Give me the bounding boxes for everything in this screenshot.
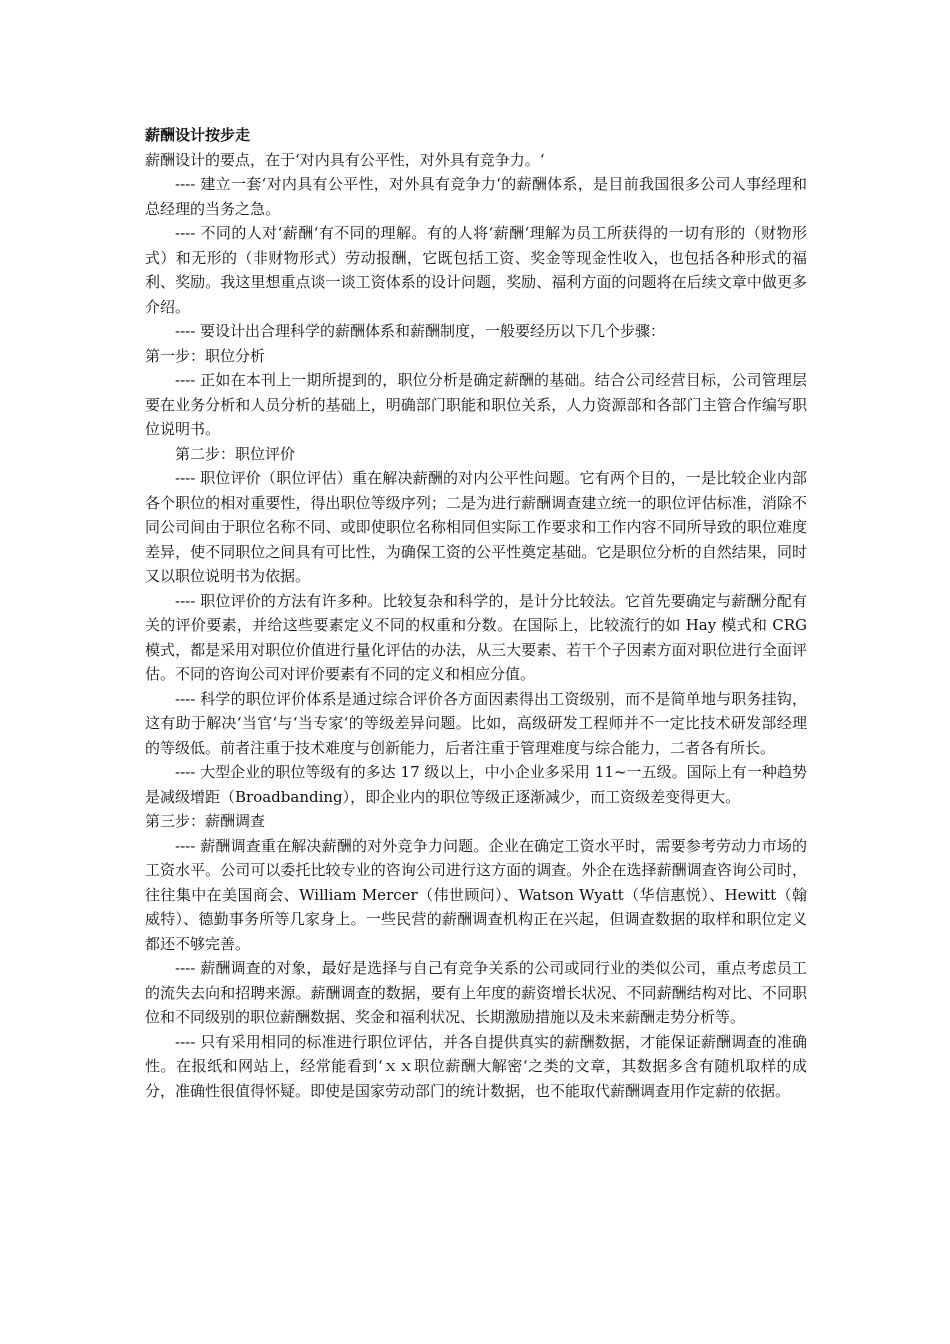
paragraph-10: ---- 薪酬调查的对象，最好是选择与自己有竞争关系的公司或同行业的类似公司，重点考虑员工的流失去向和招聘来源。薪酬调查的数据，要有上年度的薪资增长状况、不同薪酬结构对比、不同职位和不同级别的职位薪酬数据、奖金和福利状况、长期激励措施以及未来薪酬走势分析等。 bbox=[145, 959, 807, 1026]
intro-paragraph: 薪酬设计的要点，在于‘对内具有公平性，对外具有竞争力。‘ bbox=[145, 150, 545, 169]
step-2-heading: 第二步：职位评价 bbox=[175, 444, 296, 463]
document-title: 薪酬设计按步走 bbox=[145, 126, 251, 144]
step-3-heading: 第三步：薪酬调查 bbox=[145, 812, 266, 830]
paragraph-1: ---- 建立一套‘对内具有公平性，对外具有竞争力‘的薪酬体系，是目前我国很多公司人事经理和总经理的当务之急。 bbox=[145, 175, 807, 218]
paragraph-7: ---- 科学的职位评价体系是通过综合评价各方面因素得出工资级别，而不是简单地与职务挂钩，这有助于解决‘当官‘与‘当专家‘的等级差异问题。比如，高级研发工程师并不一定比技术研发部经理的等级低。前者注重于技术难度与创新能力，后者注重于管理难度与综合能力，二者各有所长。 bbox=[145, 689, 807, 757]
document-body bbox=[145, 123, 807, 1103]
paragraph-9: ---- 薪酬调查重在解决薪酬的对外竞争力问题。企业在确定工资水平时，需要参考劳动力市场的工资水平。公司可以委托比较专业的咨询公司进行这方面的调查。外企在选择薪酬调查咨询公司时，往往集中在美国商会、William Mercer（伟世顾问）、Watson Wyatt（华信惠悦）、Hewitt（翰威特）、德勤事务所等几家身上。一些民营的薪酬调查机构正在兴起，但调查数据的取样和职位定义都还不够完善。 bbox=[145, 836, 807, 953]
paragraph-3: ---- 要设计出合理科学的薪酬体系和薪酬制度，一般要经历以下几个步骤： bbox=[175, 322, 666, 340]
step-1-heading: 第一步：职位分析 bbox=[145, 346, 266, 365]
paragraph-4: ---- 正如在本刊上一期所提到的，职位分析是确定薪酬的基础。结合公司经营目标，公司管理层要在业务分析和人员分析的基础上，明确部门职能和职位关系，人力资源部和各部门主管合作编写职位说明书。 bbox=[145, 371, 807, 438]
paragraph-6: ---- 职位评价的方法有许多种。比较复杂和科学的，是计分比较法。它首先要确定与薪酬分配有关的评价要素，并给这些要素定义不同的权重和分数。在国际上，比较流行的如 Hay 模式和 CRG 模式，都是采用对职位价值进行量化评估的办法，从三大要素、若干个子因素方面对职位进行全面评估。不同的咨询公司对评价要素有不同的定义和相应分值。 bbox=[145, 591, 807, 683]
paragraph-8: ---- 大型企业的职位等级有的多达 17 级以上，中小企业多采用 11~一五级。国际上有一种趋势是减级增距（Broadbanding），即企业内的职位等级正逐渐减少，而工资级差变得更大。 bbox=[145, 763, 807, 806]
paragraph-5: ---- 职位评价（职位评估）重在解决薪酬的对内公平性问题。它有两个目的，一是比较企业内部各个职位的相对重要性，得出职位等级序列；二是为进行薪酬调查建立统一的职位评估标准，消除不同公司间由于职位名称不同、或即使职位名称相同但实际工作要求和工作内容不同所导致的职位难度差异，使不同职位之间具有可比性，为确保工资的公平性奠定基础。它是职位分析的自然结果，同时又以职位说明书为依据。 bbox=[145, 469, 807, 585]
paragraph-2: ---- 不同的人对‘薪酬‘有不同的理解。有的人将‘薪酬‘理解为员工所获得的一切有形的（财物形式）和无形的（非财物形式）劳动报酬，它既包括工资、奖金等现金性收入，也包括各种形式的福利、奖励。我这里想重点谈一谈工资体系的设计问题，奖励、福利方面的问题将在后续文章中做更多介绍。 bbox=[145, 224, 807, 316]
paragraph-11: ---- 只有采用相同的标准进行职位评估，并各自提供真实的薪酬数据，才能保证薪酬调查的准确性。在报纸和网站上，经常能看到‘ｘｘ职位薪酬大解密‘之类的文章，其数据多含有随机取样的成分，准确性很值得怀疑。即使是国家劳动部门的统计数据，也不能取代薪酬调查用作定薪的依据。 bbox=[145, 1032, 807, 1100]
